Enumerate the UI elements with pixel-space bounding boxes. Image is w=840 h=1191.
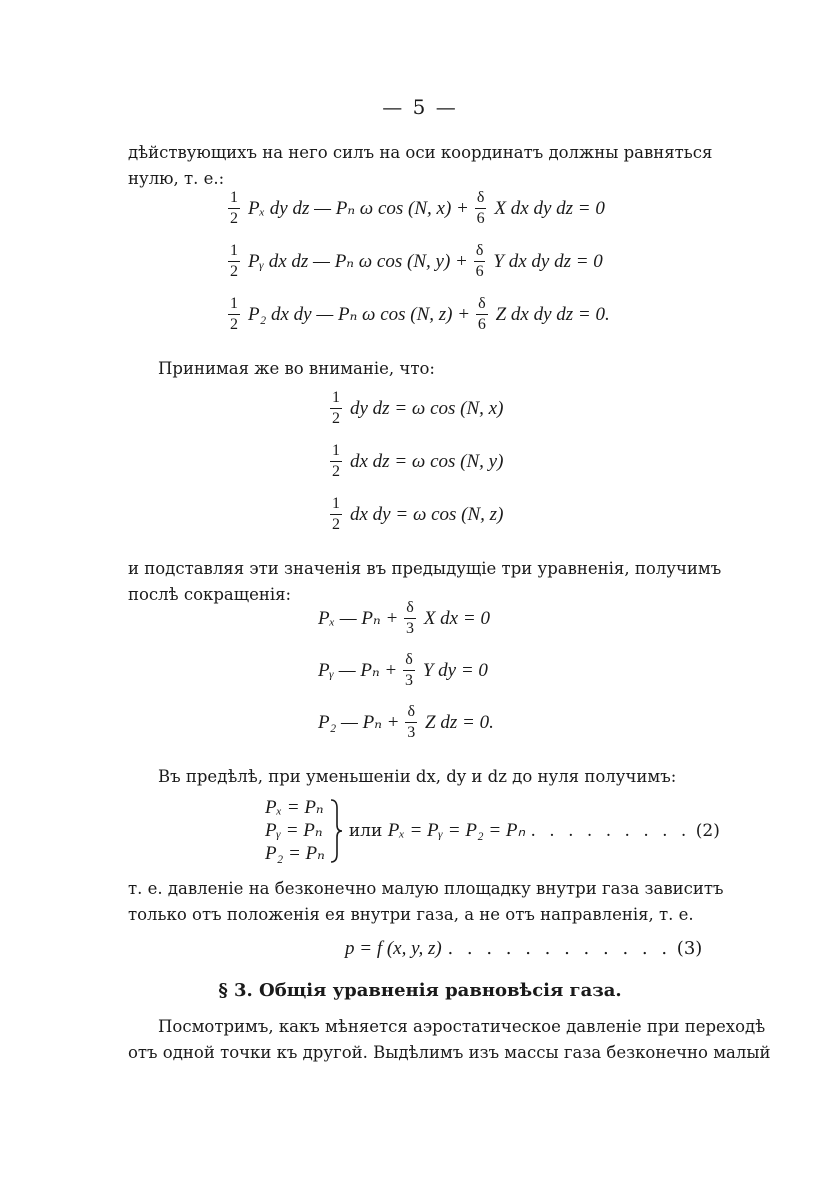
fraction: $\frac{\delta}{6}$: [477, 295, 486, 333]
equation-text: Pₓ dy dz — Pₙ ω cos (N, x) +: [248, 198, 469, 219]
equation-9: [318, 704, 494, 741]
paragraph-line: Въ предѣлѣ, при уменьшеніи dx, dy и dz до нуля получимъ:: [158, 767, 677, 786]
system-line: Pₓ = Pₙ: [265, 797, 324, 818]
equation-text: Y dy = 0: [422, 659, 488, 681]
equation-4: [330, 390, 503, 427]
equation-text: P₂ dx dy — Pₙ ω cos (N, z) +: [248, 304, 471, 325]
fraction: $\frac{1}{2}$: [332, 495, 340, 533]
paragraph-line: послѣ сокращенія:: [128, 585, 292, 604]
equation-6: [330, 496, 503, 533]
fraction: $\frac{1}{2}$: [332, 442, 340, 480]
paragraph-pressure: [128, 876, 724, 928]
equation-5: [330, 443, 503, 480]
fraction: $\frac{\delta}{3}$: [406, 599, 415, 637]
equation-text: X dx dy dz = 0: [494, 197, 605, 219]
system-lines: [265, 796, 325, 865]
fraction: $\frac{\delta}{3}$: [405, 651, 414, 689]
equation-number: (3): [676, 938, 703, 959]
paragraph-line: Посмотримъ, какъ мѣняется аэростатическое давленіе при переходѣ: [158, 1017, 766, 1036]
equation-text: dy dz = ω cos (N, x): [350, 397, 504, 419]
fraction: $\frac{1}{2}$: [230, 295, 238, 333]
equation-7: [318, 600, 490, 637]
equation-text: p = f (x, y, z): [345, 938, 442, 959]
equation-8: [318, 652, 488, 689]
fraction: $\frac{\delta}{3}$: [407, 703, 416, 741]
system-line: P₂ = Pₙ: [265, 843, 325, 864]
equation-text: X dx = 0: [423, 607, 490, 629]
system-result-expr: Pₓ = Pᵧ = P₂ = Pₙ: [387, 820, 526, 841]
page-number: — 5 —: [382, 95, 458, 119]
equation-text: dx dz = ω cos (N, y): [350, 450, 504, 472]
paragraph-line: т. е. давленіе на безконечно малую площадку внутри газа зависитъ: [128, 879, 724, 898]
paragraph-intro: [128, 140, 718, 192]
fraction: $\frac{1}{2}$: [332, 389, 340, 427]
system-result: [349, 819, 720, 842]
paragraph-line: только отъ положенія ея внутри газа, а не отъ направленія, т. е.: [128, 905, 694, 924]
paragraph-line: и подставляя эти значенія въ предыдущіе три уравненія, получимъ: [128, 559, 722, 578]
equation-text: Pᵧ — Pₙ +: [318, 660, 398, 681]
system-line: Pᵧ = Pₙ: [265, 820, 323, 841]
equation-text: P₂ — Pₙ +: [318, 712, 400, 733]
equation-number: (2): [695, 821, 720, 841]
right-brace-icon: [329, 798, 343, 864]
fraction: $\frac{1}{2}$: [230, 189, 238, 227]
paragraph-consider: [128, 1014, 771, 1066]
equation-text: Z dx dy dz = 0.: [495, 303, 610, 325]
equation-text: dx dy = ω cos (N, z): [350, 503, 504, 525]
section-heading: § 3. Общія уравненія равновѣсія газа.: [218, 980, 622, 1001]
equation-text: Pᵧ dx dz — Pₙ ω cos (N, y) +: [248, 251, 468, 272]
equation-2: [228, 243, 603, 280]
equation-system: [265, 796, 720, 865]
paragraph-line: нулю, т. е.:: [128, 169, 225, 188]
paragraph-line: Принимая же во вниманіе, что:: [158, 359, 435, 378]
paragraph-line: отъ одной точки къ другой. Выдѣлимъ изъ массы газа безконечно малый: [128, 1043, 771, 1062]
equation-1: [228, 190, 605, 227]
leader-dots: . . . . . . . . . . . .: [447, 938, 672, 959]
equation-text: Pₓ — Pₙ +: [318, 608, 399, 629]
system-connector: или: [348, 821, 383, 841]
leader-dots: . . . . . . . . .: [530, 821, 691, 841]
equation-text: Z dz = 0.: [425, 711, 494, 733]
equation-3: [228, 296, 610, 333]
paragraph-considering: [158, 356, 718, 382]
paragraph-limit: [158, 764, 718, 790]
fraction: $\frac{\delta}{6}$: [475, 242, 484, 280]
paragraph-line: дѣйствующихъ на него силъ на оси координатъ должны равняться: [128, 143, 713, 162]
fraction: $\frac{\delta}{6}$: [476, 189, 485, 227]
equation-10: [345, 938, 702, 960]
equation-text: Y dx dy dz = 0: [493, 250, 603, 272]
fraction: $\frac{1}{2}$: [230, 242, 238, 280]
